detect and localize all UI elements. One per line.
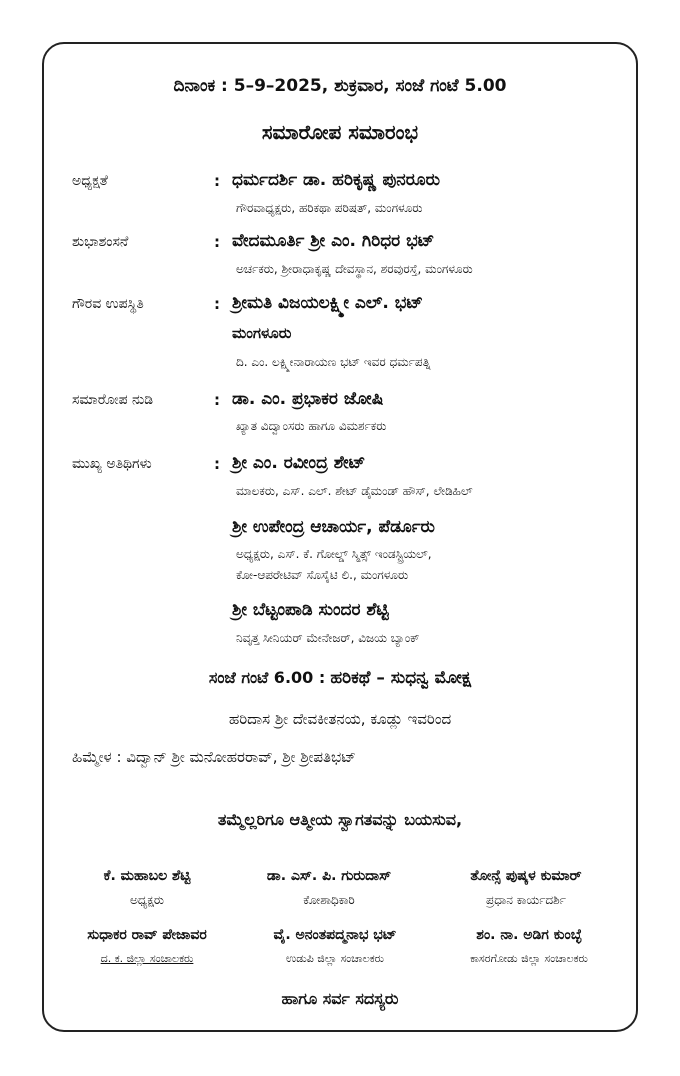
harikathe-time: ಸಂಜೆ ಗಂಟೆ 6.00 :	[208, 668, 326, 687]
person-description: ಅಧ್ಯಕ್ಷರು, ಎಸ್. ಕೆ. ಗೋಲ್ಡ್ ಸ್ಮಿತ್ಸ್ ಇಂಡಸ್ಟ್ರಿಯಲ್,	[236, 547, 432, 561]
signatory-name: ಸುಧಾಕರ ರಾವ್ ಪೇಜಾವರ	[87, 927, 207, 943]
person-name: ಶ್ರೀ ಎಂ. ರವೀಂದ್ರ ಶೇಟ್	[232, 453, 366, 473]
harikathe-title: ಹರಿಕಥೆ – ಸುಧನ್ವ ಮೋಕ್ಷ	[330, 668, 472, 688]
date-line: ದಿನಾಂಕ : 5–9–2025, ಶುಕ್ರವಾರ, ಸಂಜೆ ಗಂಟೆ 5.00	[173, 76, 507, 96]
harikathe-line	[0, 668, 680, 688]
person-name: ವೇದಮೂರ್ತಿ ಶ್ರೀ ಎಂ. ಗಿರಿಧರ ಭಟ್	[232, 231, 435, 251]
person-name: ಡಾ. ಎಂ. ಪ್ರಭಾಕರ ಜೋಷಿ	[232, 389, 384, 409]
page-title: ಸಮಾರೋಪ ಸಮಾರಂಭ	[261, 120, 419, 144]
person-description: ಅರ್ಚಕರು, ಶ್ರೀರಾಧಾಕೃಷ್ಣ ದೇವಸ್ಥಾನ, ಶರವುರಸ್ತೆ, ಮಂಗಳೂರು	[236, 262, 473, 276]
person-location: ಮಂಗಳೂರು	[232, 324, 292, 342]
harikathe-accompaniment: ಹಿಮ್ಮೇಳ : ವಿದ್ವಾನ್ ಶ್ರೀ ಮನೋಹರರಾವ್, ಶ್ರೀ ಶ್ರೀಪತಿಭಟ್	[72, 748, 356, 766]
role-colon: :	[214, 172, 220, 190]
closing-line: ಹಾಗೂ ಸರ್ವ ಸದಸ್ಯರು	[281, 989, 399, 1008]
signatory-name: ತೋನ್ಸೆ ಪುಷ್ಕಳ ಕುಮಾರ್	[470, 868, 582, 884]
signatory-name: ಶಂ. ನಾ. ಅಡಿಗ ಕುಂಬ್ಳೆ	[476, 927, 582, 943]
person-description: ಖ್ಯಾತ ವಿದ್ವಾಂಸರು ಹಾಗೂ ವಿಮರ್ಶಕರು	[236, 419, 387, 433]
signatory-title: ದ. ಕ. ಜಿಲ್ಲಾ ಸಂಚಾಲಕರು	[100, 952, 194, 965]
person-description: ಮಾಲಕರು, ಎಸ್. ಎಲ್. ಶೇಟ್ ಡೈಮಂಡ್ ಹೌಸ್, ಲೇಡಿಹಿಲ್	[236, 484, 473, 498]
signatory-title: ಕೋಶಾಧಿಕಾರಿ	[303, 893, 355, 907]
role-label: ಗೌರವ ಉಪಸ್ಥಿತಿ	[72, 296, 144, 312]
role-label: ಸಮಾರೋಪ ನುಡಿ	[72, 392, 154, 408]
signatory-title: ಉಡುಪಿ ಜಿಲ್ಲಾ ಸಂಚಾಲಕರು	[286, 952, 384, 965]
role-label: ಅಧ್ಯಕ್ಷತೆ	[72, 173, 108, 189]
signatory-name: ಕೆ. ಮಹಾಬಲ ಶೆಟ್ಟಿ	[103, 868, 191, 884]
role-colon: :	[214, 455, 220, 473]
person-description: ಕೋ-ಆಪರೇಟಿವ್ ಸೊಸೈಟಿ ಲಿ., ಮಂಗಳೂರು	[236, 568, 409, 582]
role-label: ಮುಖ್ಯ ಅತಿಥಿಗಳು	[72, 456, 152, 472]
role-label: ಶುಭಾಶಂಸನೆ	[72, 234, 129, 250]
role-colon: :	[214, 295, 220, 313]
person-description: ನಿವೃತ್ತ ಸೀನಿಯರ್ ಮೇನೇಜರ್, ವಿಜಯ ಬ್ಯಾಂಕ್	[236, 631, 420, 645]
person-name: ಧರ್ಮದರ್ಶಿ ಡಾ. ಹರಿಕೃಷ್ಣ ಪುನರೂರು	[232, 170, 440, 190]
person-description: ದಿ. ಎಂ. ಲಕ್ಷ್ಮೀನಾರಾಯಣ ಭಟ್ ಇವರ ಧರ್ಮಪತ್ನಿ	[236, 355, 431, 369]
signatory-name: ಡಾ. ಎಸ್. ಪಿ. ಗುರುದಾಸ್	[266, 868, 392, 884]
signatory-title: ಪ್ರಧಾನ ಕಾರ್ಯದರ್ಶಿ	[486, 893, 566, 907]
role-colon: :	[214, 391, 220, 409]
signatory-title: ಅಧ್ಯಕ್ಷರು	[130, 893, 164, 907]
person-name: ಶ್ರೀ ಬೆಟ್ಟಂಪಾಡಿ ಸುಂದರ ಶೆಟ್ಟಿ	[232, 600, 389, 620]
person-description: ಗೌರವಾಧ್ಯಕ್ಷರು, ಹರಿಕಥಾ ಪರಿಷತ್, ಮಂಗಳೂರು	[236, 201, 423, 215]
role-colon: :	[214, 233, 220, 251]
harikathe-performer: ಹರಿದಾಸ ಶ್ರೀ ದೇವಕೀತನಯ, ಕೂಡ್ಲು ಇವರಿಂದ	[228, 710, 452, 728]
welcome-line: ತಮ್ಮೆಲ್ಲರಿಗೂ ಆತ್ಮೀಯ ಸ್ವಾಗತವನ್ನು ಬಯಸುವ,	[217, 810, 463, 829]
person-name: ಶ್ರೀಮತಿ ವಿಜಯಲಕ್ಷ್ಮೀ ಎಲ್. ಭಟ್	[232, 293, 423, 313]
signatory-name: ವೈ. ಅನಂತಪದ್ಮನಾಭ ಭಟ್	[273, 927, 397, 943]
signatory-title: ಕಾಸರಗೋಡು ಜಿಲ್ಲಾ ಸಂಚಾಲಕರು	[470, 952, 588, 965]
person-name: ಶ್ರೀ ಉಪೇಂದ್ರ ಆಚಾರ್ಯ, ಪೆರ್ಡೂರು	[232, 517, 435, 537]
